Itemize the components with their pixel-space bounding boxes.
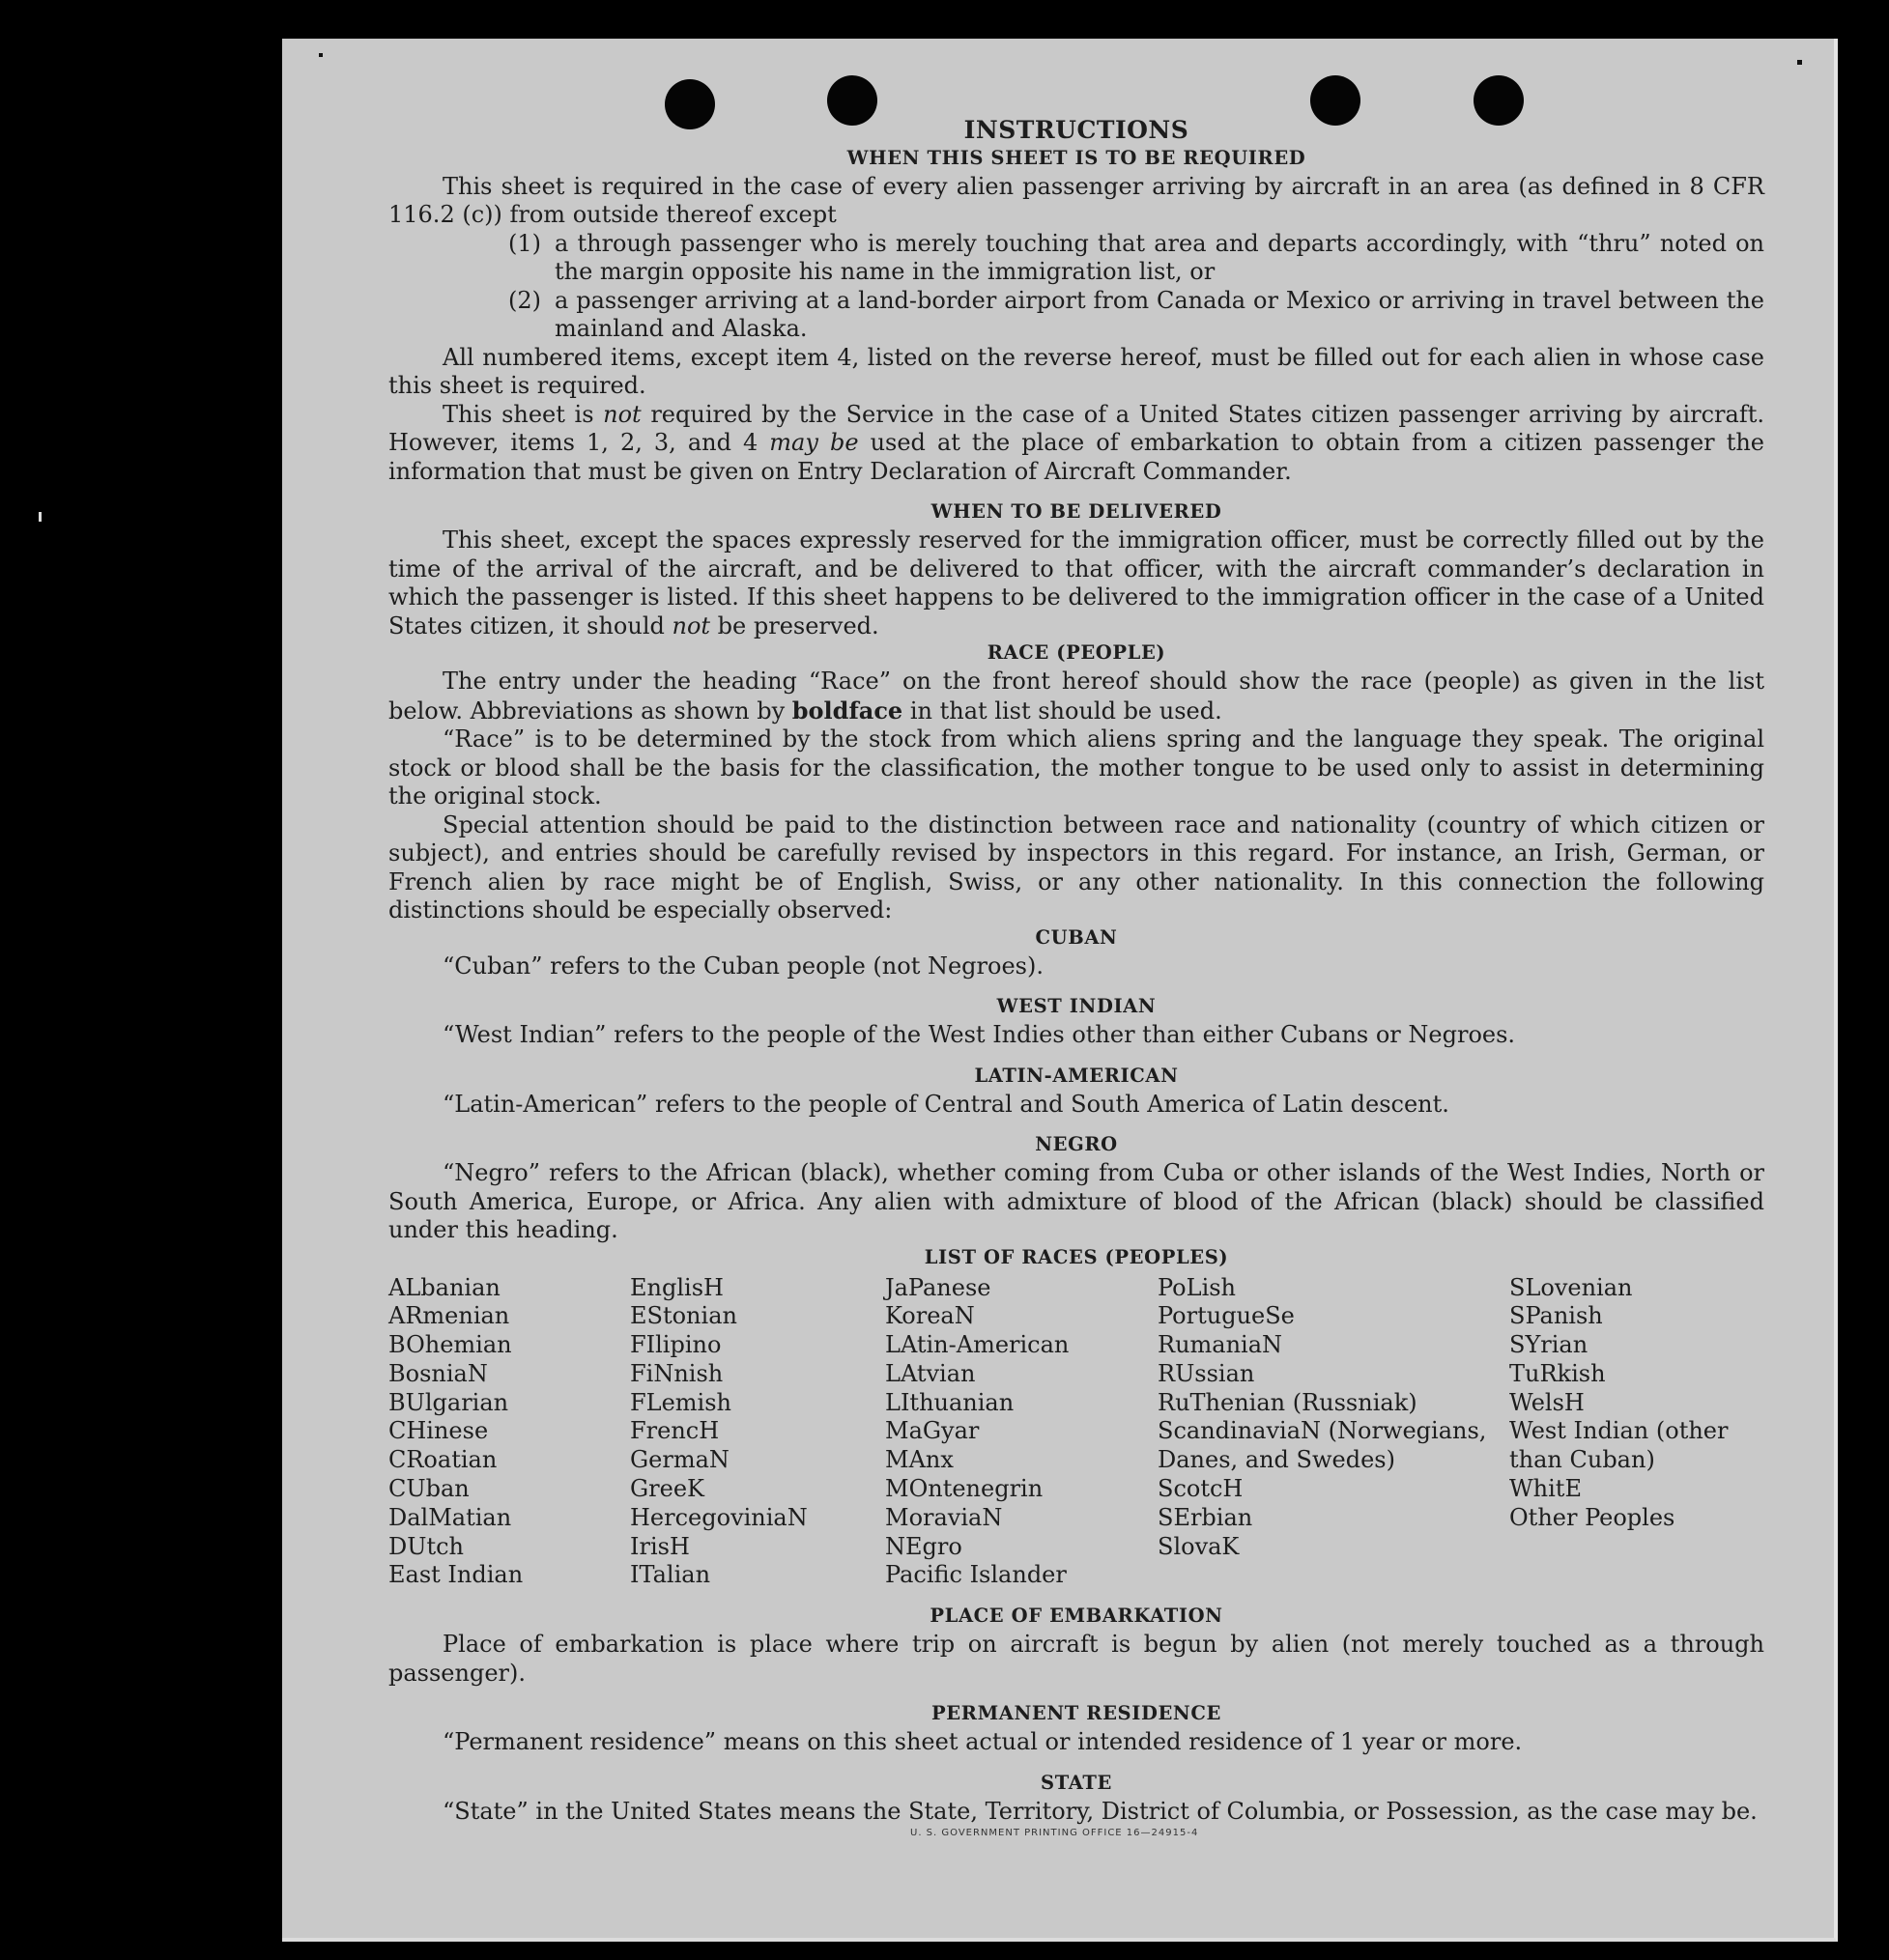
section-heading: PLACE OF EMBARKATION bbox=[930, 1605, 1223, 1628]
race-item: PortugueSe bbox=[1158, 1302, 1295, 1330]
exception-list bbox=[388, 230, 1764, 344]
text-run: in that list should be used. bbox=[902, 696, 1222, 724]
page-title: INSTRUCTIONS bbox=[963, 116, 1189, 144]
scan-speck bbox=[319, 53, 323, 57]
race-item: SErbian bbox=[1158, 1503, 1253, 1531]
race-item: GreeK bbox=[630, 1475, 704, 1503]
emphasis: not bbox=[603, 400, 642, 428]
race-item: SPanish bbox=[1509, 1302, 1603, 1330]
race-item: MAnx bbox=[885, 1446, 954, 1474]
race-item: FIlipino bbox=[630, 1331, 722, 1359]
race-item: LIthuanian bbox=[885, 1388, 1015, 1416]
bold-text: boldface bbox=[791, 696, 903, 724]
paragraph: Special attention should be paid to the distinction between race and nationality (country of which citizen or subject), and entries should be carefully revised by inspectors in this regard. For instance, an Irish, German, or French alien by race might be of English, Swiss, or any other nationality. In this connection the following distinctions should be especially observed: bbox=[388, 810, 1764, 923]
race-item: ScotcH bbox=[1158, 1475, 1244, 1503]
races-column bbox=[1158, 1274, 1509, 1591]
race-item: LAtin-American bbox=[885, 1331, 1070, 1359]
race-item: KoreaN bbox=[885, 1302, 975, 1330]
paragraph bbox=[388, 401, 1764, 487]
text-run: The entry under the heading “Race” on the front hereof should show the race (people) as given in the list below. Abbreviations as shown by bbox=[388, 668, 1764, 724]
item-text: a through passenger who is merely touching that area and departs accordingly, with “thru” noted on the margin opposite his name in the immigration list, or bbox=[555, 229, 1764, 285]
race-item: RuThenian (Russniak) bbox=[1158, 1388, 1417, 1416]
race-item: WelsH bbox=[1509, 1388, 1585, 1416]
race-item: EnglisH bbox=[630, 1273, 724, 1301]
definition: “Cuban” refers to the Cuban people (not Negroes). bbox=[443, 952, 1044, 980]
race-item: East Indian bbox=[388, 1561, 524, 1589]
race-item: FLemish bbox=[630, 1388, 731, 1416]
race-item: JaPanese bbox=[885, 1273, 991, 1301]
races-column bbox=[388, 1274, 630, 1591]
race-item: IrisH bbox=[630, 1532, 690, 1560]
paragraph: This sheet is required in the case of every alien passenger arriving by aircraft in an area (as defined in 8 CFR 116.2 (c)) from outside thereof except bbox=[388, 172, 1764, 228]
paragraph: Place of embarkation is place where trip on aircraft is begun by alien (not merely touched as a through passenger). bbox=[388, 1631, 1764, 1687]
section-heading: STATE bbox=[1041, 1771, 1112, 1794]
race-item: CHinese bbox=[388, 1417, 489, 1445]
race-item: ALbanian bbox=[388, 1273, 501, 1301]
scan-speck bbox=[39, 512, 42, 522]
text-run: This sheet is bbox=[443, 400, 604, 428]
section-heading: LIST OF RACES (PEOPLES) bbox=[924, 1245, 1229, 1268]
race-item: LAtvian bbox=[885, 1359, 976, 1387]
race-item: RUssian bbox=[1158, 1359, 1255, 1387]
section-heading: CUBAN bbox=[1035, 925, 1118, 949]
race-item: BOhemian bbox=[388, 1331, 512, 1359]
section-heading: WEST INDIAN bbox=[996, 995, 1157, 1017]
race-item: Pacific Islander bbox=[885, 1561, 1067, 1589]
race-item: MOntenegrin bbox=[885, 1475, 1044, 1503]
race-item: West Indian (other than Cuban) bbox=[1509, 1417, 1729, 1474]
emphasis: may be bbox=[769, 429, 859, 456]
race-item: DUtch bbox=[388, 1532, 465, 1560]
race-item: ARmenian bbox=[388, 1302, 510, 1330]
race-item: FiNnish bbox=[630, 1359, 724, 1387]
text-run: be preserved. bbox=[710, 611, 879, 639]
item-number: (2) bbox=[508, 286, 541, 314]
section-heading: NEGRO bbox=[1035, 1133, 1118, 1155]
paragraph: “State” in the United States means the State, Territory, District of Columbia, or Possession, as the case may be. bbox=[443, 1797, 1758, 1825]
item-number: (1) bbox=[508, 229, 541, 257]
race-item: TuRkish bbox=[1509, 1359, 1606, 1387]
race-item: CRoatian bbox=[388, 1446, 498, 1474]
section-heading: RACE (PEOPLE) bbox=[987, 641, 1166, 664]
list-item bbox=[388, 287, 1764, 344]
section-heading: PERMANENT RESIDENCE bbox=[931, 1702, 1221, 1725]
race-item: SlovaK bbox=[1158, 1532, 1240, 1560]
paragraph bbox=[388, 526, 1764, 640]
definition: “Latin-American” refers to the people of Central and South America of Latin descent. bbox=[443, 1090, 1449, 1118]
paragraph: “Permanent residence” means on this sheet actual or intended residence of 1 year or more. bbox=[443, 1728, 1523, 1756]
text-run: required by the Service in the case of a United States citizen passenger arriving by aircraft. However, items 1, 2, 3, and 4 bbox=[388, 400, 1764, 456]
race-item: MaGyar bbox=[885, 1417, 980, 1445]
race-item: CUban bbox=[388, 1475, 470, 1503]
paragraph bbox=[388, 668, 1764, 725]
text-run: This sheet, except the spaces expressly reserved for the immigration officer, must be correctly filled out by the time of the arrival of the aircraft, and be delivered to that officer, with the aircraft commander’s declaration in which the passenger is listed. If this sheet happens to be delivered to the immigration officer in the case of a United States citizen, it should bbox=[388, 526, 1764, 639]
race-item: FrencH bbox=[630, 1417, 720, 1445]
definition: “West Indian” refers to the people of the West Indies other than either Cubans or Negroes. bbox=[443, 1021, 1516, 1048]
race-item: ITalian bbox=[630, 1561, 711, 1589]
instructions-content bbox=[388, 114, 1764, 1826]
emphasis: not bbox=[672, 611, 711, 639]
section-heading: WHEN THIS SHEET IS TO BE REQUIRED bbox=[846, 146, 1306, 169]
list-item bbox=[388, 230, 1764, 287]
race-item: DalMatian bbox=[388, 1503, 512, 1531]
race-item: ScandinaviaN (Norwegians, Danes, and Swedes) bbox=[1158, 1417, 1487, 1474]
race-item: SYrian bbox=[1509, 1331, 1588, 1359]
race-item: MoraviaN bbox=[885, 1503, 1003, 1531]
text-run: used at the place of embarkation to obtain from a citizen passenger the information that must be given on Entry Declaration of Aircraft Commander. bbox=[388, 429, 1764, 485]
races-column bbox=[630, 1274, 885, 1591]
race-item: NEgro bbox=[885, 1532, 962, 1560]
definition: “Negro” refers to the African (black), whether coming from Cuba or other islands of the West Indies, North or South America, Europe, or Africa. Any alien with admixture of blood of the African (black) should be classified under this heading. bbox=[388, 1159, 1764, 1243]
race-item: BosniaN bbox=[388, 1359, 488, 1387]
race-item: PoLish bbox=[1158, 1273, 1237, 1301]
race-item: RumaniaN bbox=[1158, 1331, 1283, 1359]
race-item: GermaN bbox=[630, 1446, 730, 1474]
paragraph: “Race” is to be determined by the stock from which aliens spring and the language they speak. The original stock or blood shall be the basis for the classification, the mother tongue to be used only to assist in determining the original stock. bbox=[388, 725, 1764, 810]
printer-imprint: U. S. GOVERNMENT PRINTING OFFICE 16—24915-4 bbox=[910, 1828, 1199, 1838]
races-column bbox=[885, 1274, 1158, 1591]
item-text: a passenger arriving at a land-border airport from Canada or Mexico or arriving in travel between the mainland and Alaska. bbox=[555, 286, 1764, 342]
race-item: SLovenian bbox=[1509, 1273, 1633, 1301]
races-list bbox=[388, 1274, 1764, 1591]
race-item: BUlgarian bbox=[388, 1388, 509, 1416]
scan-speck bbox=[1797, 60, 1802, 65]
paragraph: All numbered items, except item 4, listed on the reverse hereof, must be filled out for each alien in whose case this sheet is required. bbox=[388, 343, 1764, 399]
race-item: HercegoviniaN bbox=[630, 1503, 808, 1531]
race-item: WhitE bbox=[1509, 1475, 1582, 1503]
race-item: Other Peoples bbox=[1509, 1503, 1675, 1531]
race-item: EStonian bbox=[630, 1302, 737, 1330]
section-heading: WHEN TO BE DELIVERED bbox=[930, 500, 1222, 523]
section-heading: LATIN-AMERICAN bbox=[974, 1064, 1179, 1087]
races-column bbox=[1509, 1274, 1764, 1591]
document-sheet bbox=[282, 39, 1838, 1942]
